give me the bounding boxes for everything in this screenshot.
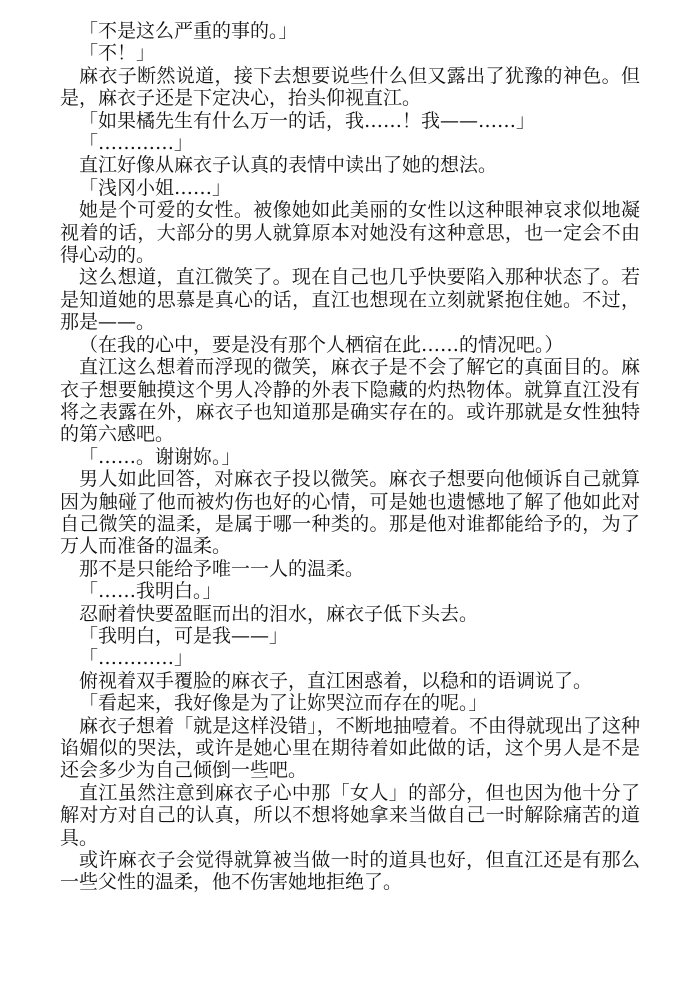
paragraph: 「……。谢谢妳。」: [79, 445, 241, 468]
paragraph: 她是个可爱的女性。被像她如此美丽的女性以这种眼神哀求似地凝视着的话，大部分的男人就算原本对她没有这种意思，也一定会不由得心动的。: [60, 199, 640, 267]
paragraph: 直江好像从麻衣子认真的表情中读出了她的想法。: [79, 154, 498, 177]
paragraph: 直江虽然注意到麻衣子心中那「女人」的部分，但也因为他十分了解对方对自己的认真，所以不想将她拿来当做自己一时解除痛苦的道具。: [60, 781, 640, 849]
paragraph: （在我的心中，要是没有那个人栖宿在此……的情况吧。）: [79, 333, 564, 356]
paragraph: 「不是这么严重的事的。」: [79, 20, 298, 42]
paragraph: 「我明白，可是我——」: [79, 624, 289, 647]
paragraph: 男人如此回答，对麻衣子投以微笑。麻衣子想要向他倾诉自己就算因为触碰了他而被灼伤也好的心情，可是她也遗憾地了解了他如此对自己微笑的温柔，是属于哪一种类的。那是他对谁都能给予的，为了万人而准备的温柔。: [60, 468, 640, 558]
paragraph: 「如果橘先生有什么万一的话，我……！我——……」: [79, 109, 536, 132]
paragraph: 或许麻衣子会觉得就算被当做一时的道具也好，但直江还是有那么一些父性的温柔，他不伤害她地拒绝了。: [60, 849, 640, 894]
paragraph: 「……我明白。」: [79, 580, 222, 603]
paragraph: 「…………」: [79, 132, 194, 155]
novel-page: [60, 20, 640, 894]
paragraph: 麻衣子断然说道，接下去想要说些什么但又露出了犹豫的神色。但是，麻衣子还是下定决心，抬头仰视直江。: [60, 64, 640, 110]
paragraph: 「不！」: [79, 42, 156, 65]
paragraph: 忍耐着快要盈眶而出的泪水，麻衣子低下头去。: [79, 602, 479, 625]
paragraph: 麻衣子想着「就是这样没错」，不断地抽噎着。不由得就现出了这种谄媚似的哭法，或许是她心里在期待着如此做的话，这个男人是不是还会多少为自己倾倒一些吧。: [60, 714, 640, 782]
paragraph: 直江这么想着而浮现的微笑，麻衣子是不会了解它的真面目的。麻衣子想要触摸这个男人冷静的外表下隐藏的灼热物体。就算直江没有将之表露在外，麻衣子也知道那是确实存在的。或许那就是女性独特的第六感吧。: [60, 356, 640, 446]
paragraph: 「看起来，我好像是为了让妳哭泣而存在的呢。」: [79, 692, 488, 715]
paragraph: 「浅冈小姐……」: [79, 176, 232, 199]
paragraph: 那不是只能给予唯一一人的温柔。: [79, 557, 365, 580]
paragraph: 「…………」: [79, 647, 194, 670]
paragraph: 俯视着双手覆脸的麻衣子，直江困惑着，以稳和的语调说了。: [79, 669, 593, 692]
paragraph: 这么想道，直江微笑了。现在自己也几乎快要陷入那种状态了。若是知道她的思慕是真心的话，直江也想现在立刻就紧抱住她。不过，那是——。: [60, 266, 640, 334]
